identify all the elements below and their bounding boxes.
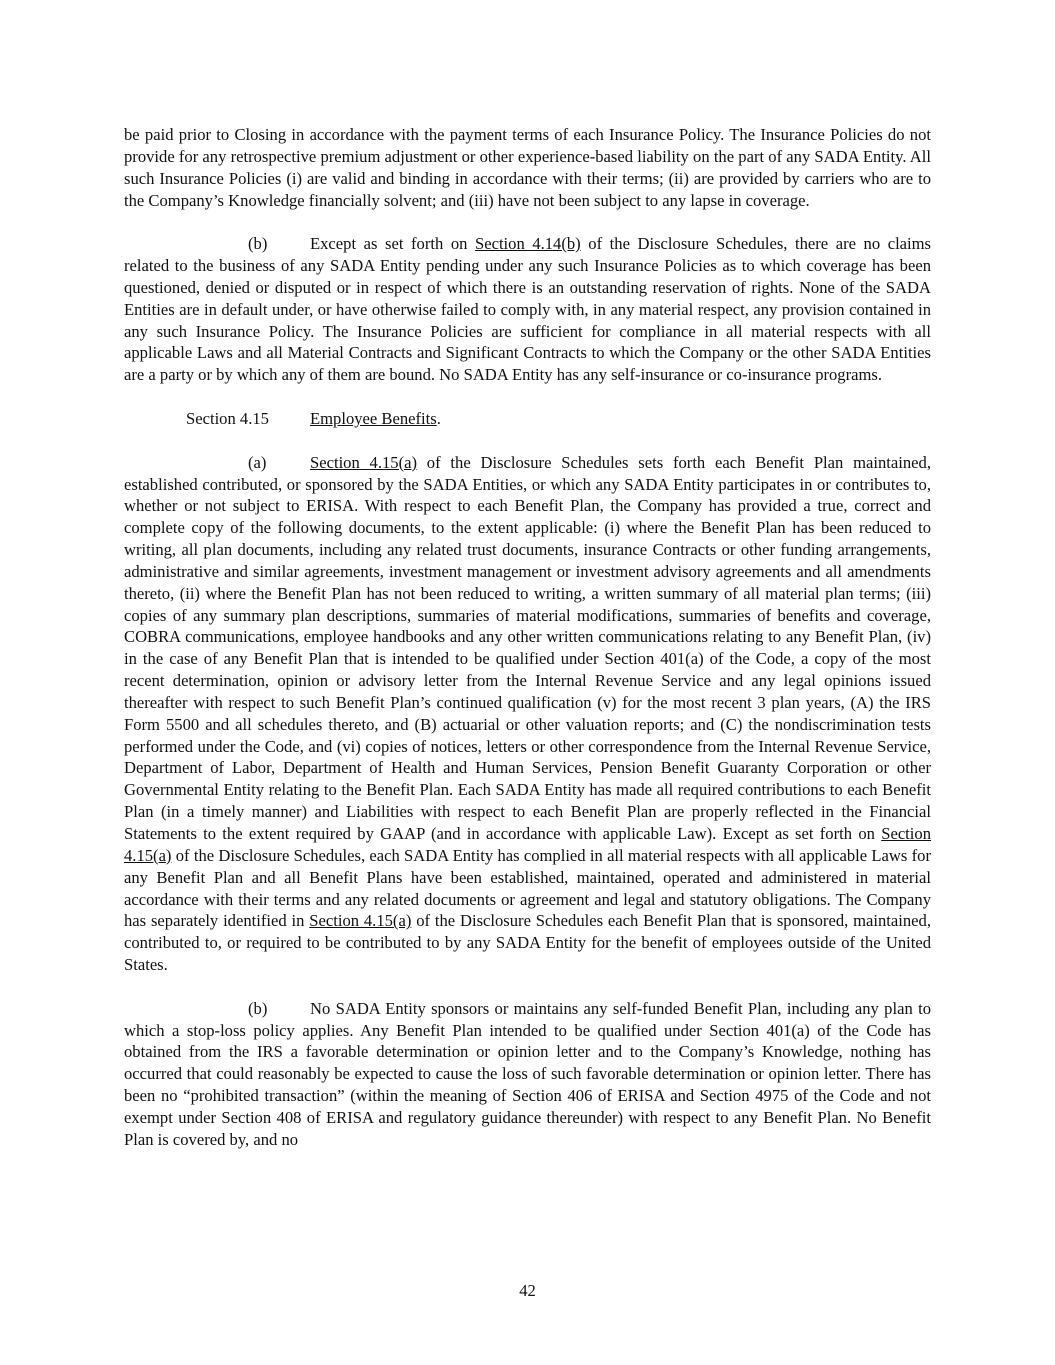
paragraph-4-15-b: (b) No SADA Entity sponsors or maintains any self-funded Benefit Plan, including any plan to which a stop-loss policy applies. Any Benefit Plan intended to be qualified under Section 401(a) of the Code has obtained from the IRS a favorable determination or opinion letter and to the Company’s Knowledge, nothing has occurred that could reasonably be expected to cause the loss of such favorable determination or opinion letter. There has been no “prohibited transaction” (within the meaning of Section 406 of ERISA and Section 4975 of the Code and not exempt under Section 408 of ERISA and regulatory guidance thereunder) with respect to any Benefit Plan. No Benefit Plan is covered by, and no [124,998,931,1149]
subsection-label: (a) [248,452,267,472]
paragraph-4-15-a: (a) Section 4.15(a) of the Disclosure Schedules sets forth each Benefit Plan maintained, established contributed, or sponsored by the SADA Entities, or which any SADA Entity participates in or contributes to, whether or not subject to ERISA. With respect to each Benefit Plan, the Company has provided a true, correct and complete copy of the following documents, to the extent applicable: (i) where the Benefit Plan has been reduced to writing, all plan documents, including any related trust documents, insurance Contracts or other funding arrangements, administrative and similar agreements, investment management or investment advisory agreements and all amendments thereto, (ii) where the Benefit Plan has not been reduced to writing, a written summary of all material plan terms; (iii) copies of any summary plan descriptions, summaries of material modifications, summaries of benefits and coverage, COBRA communications, employee handbooks and any other written communications relating to any Benefit Plan, (iv) in the case of any Benefit Plan that is intended to be qualified under Section 401(a) of the Code, a copy of the most recent determination, opinion or advisory letter from the Internal Revenue Service and any legal opinions issued thereafter with respect to such Benefit Plan’s continued qualification (v) for the most recent 3 plan years, (A) the IRS Form 5500 and all schedules thereto, and (B) actuarial or other valuation reports; and (C) the nondiscrimination tests performed under the Code, and (vi) copies of notices, letters or other correspondence from the Internal Revenue Service, Department of Labor, Department of Health and Human Services, Pension Benefit Guaranty Corporation or other Governmental Entity relating to the Benefit Plan. Each SADA Entity has made all required contributions to each Benefit Plan (in a timely manner) and Liabilities with respect to each Benefit Plan are properly reflected in the Financial Statements to the extent required by GAAP (and in accordance with applicable Law). Except as set forth on Section 4.15(a) of the Disclosure Schedules, each SADA Entity has complied in all material respects with all applicable Laws for any Benefit Plan and all Benefit Plans have been established, maintained, operated and administered in material accordance with their terms and any related documents or agreement and legal and statutory obligations. The Company has separately identified in Section 4.15(a) of the Disclosure Schedules each Benefit Plan that is sponsored, maintained, contributed to, or required to be contributed to by any SADA Entity for the benefit of employees outside of the United States. [124,452,931,975]
section-reference-link[interactable]: Section 4.15(a) [309,911,412,931]
section-title: Employee Benefits [310,408,437,428]
subsection-label: (b) [248,234,268,254]
paragraph-text: be paid prior to Closing in accordance with the payment terms of each Insurance Policy. The Insurance Policies do not provide for any retrospective premium adjustment or other experience-based liability on the part of any SADA Entity. All such Insurance Policies (i) are valid and binding in accordance with their terms; (ii) are provided by carriers who are to the Company’s Knowledge financially solvent; and (iii) have not been subject to any lapse in coverage. [124,125,931,210]
paragraph-4-14-b: (b) Except as set forth on Section 4.14(b) of the Disclosure Schedules, there are no claims related to the business of any SADA Entity pending under any such Insurance Policies as to which coverage has been questioned, denied or disputed or in respect of which there is an outstanding reservation of rights. None of the SADA Entities are in default under, or have otherwise failed to comply with, in any material respect, any provision contained in any such Insurance Policy. The Insurance Policies are sufficient for compliance in all material respects with all applicable Laws and all Material Contracts and Significant Contracts to which the Company or the other SADA Entities are a party or by which any of them are bound. No SADA Entity has any self-insurance or co-insurance programs. [124,234,932,385]
document-page [124,124,931,1173]
section-reference-link[interactable]: Section 4.14(b) [474,234,581,254]
subsection-label: (b) [248,998,268,1018]
section-number: Section 4.15 [186,408,269,428]
page-number: 42 [519,1281,536,1300]
section-reference-link[interactable]: Section 4.15(a) [124,824,931,865]
section-reference-link[interactable]: Section 4.15(a) [310,452,418,472]
section-heading: Section 4.15 Employee Benefits. [186,408,441,428]
paragraph-insurance-continued [124,124,931,211]
